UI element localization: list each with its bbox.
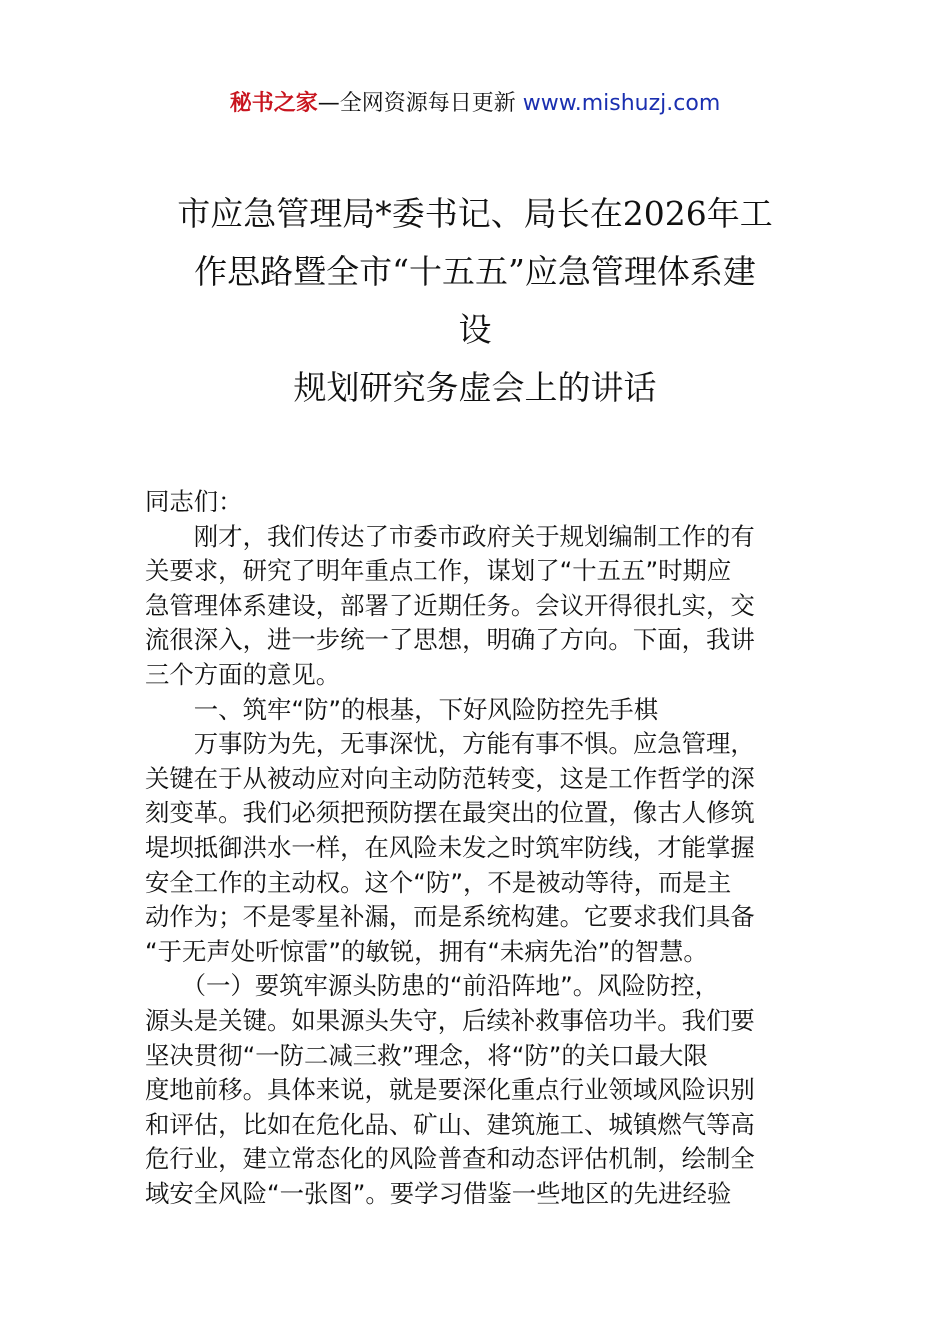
body-line: 关要求，研究了明年重点工作，谋划了“十五五”时期应 (145, 556, 732, 586)
body-line: “于无声处听惊雷”的敏锐，拥有“未病先治”的智慧。 (145, 936, 708, 966)
body-line: 危行业，建立常态化的风险普查和动态评估机制，绘制全 (145, 1144, 755, 1174)
section-heading: 一、筑牢“防”的根基，下好风险防控先手棋 (145, 694, 659, 724)
site-url-link[interactable]: www.mishuzj.com (522, 91, 721, 116)
body-line: 源头是关键。如果源头失守，后续补救事倍功半。我们要 (145, 1005, 755, 1035)
body-line: 和评估，比如在危化品、矿山、建筑施工、城镇燃气等高 (145, 1109, 755, 1139)
title-line: 规划研究务虚会上的讲话 (293, 368, 657, 407)
document-body (145, 485, 815, 1211)
body-line: 坚决贯彻“一防二减三救”理念，将“防”的关口最大限 (145, 1040, 708, 1070)
body-line: 安全工作的主动权。这个“防”，不是被动等待，而是主 (145, 867, 732, 897)
title-line: 市应急管理局*委书记、局长在2026年工 (177, 194, 773, 233)
site-header (0, 88, 950, 120)
title-line: 作思路暨全市“十五五”应急管理体系建 (194, 252, 756, 291)
title-line: 设 (458, 310, 492, 349)
header-tagline: —全网资源每日更新 (317, 91, 523, 116)
body-line: 急管理体系建设，部署了近期任务。会议开得很扎实，交 (145, 590, 755, 620)
body-line: 域安全风险“一张图”。要学习借鉴一些地区的先进经验 (145, 1178, 732, 1208)
brand-name: 秘书之家 (229, 91, 318, 116)
salutation: 同志们： (145, 487, 243, 516)
body-line: 刚才，我们传达了市委市政府关于规划编制工作的有 (145, 521, 755, 551)
subsection-line: （一）要筑牢源头防患的“前沿阵地”。风险防控， (145, 971, 720, 1001)
body-line: 刻变革。我们必须把预防摆在最突出的位置，像古人修筑 (145, 798, 755, 828)
body-line: 关键在于从被动应对向主动防范转变，这是工作哲学的深 (145, 763, 755, 793)
body-line: 三个方面的意见。 (145, 659, 341, 689)
body-line: 堤坝抵御洪水一样，在风险未发之时筑牢防线，才能掌握 (145, 832, 755, 862)
body-line: 流很深入，进一步统一了思想，明确了方向。下面，我讲 (145, 625, 755, 655)
document-title (145, 185, 805, 417)
body-line: 度地前移。具体来说，就是要深化重点行业领域风险识别 (145, 1075, 755, 1105)
body-line: 万事防为先，无事深忧，方能有事不惧。应急管理， (145, 729, 755, 759)
body-line: 动作为；不是零星补漏，而是系统构建。它要求我们具备 (145, 902, 755, 932)
